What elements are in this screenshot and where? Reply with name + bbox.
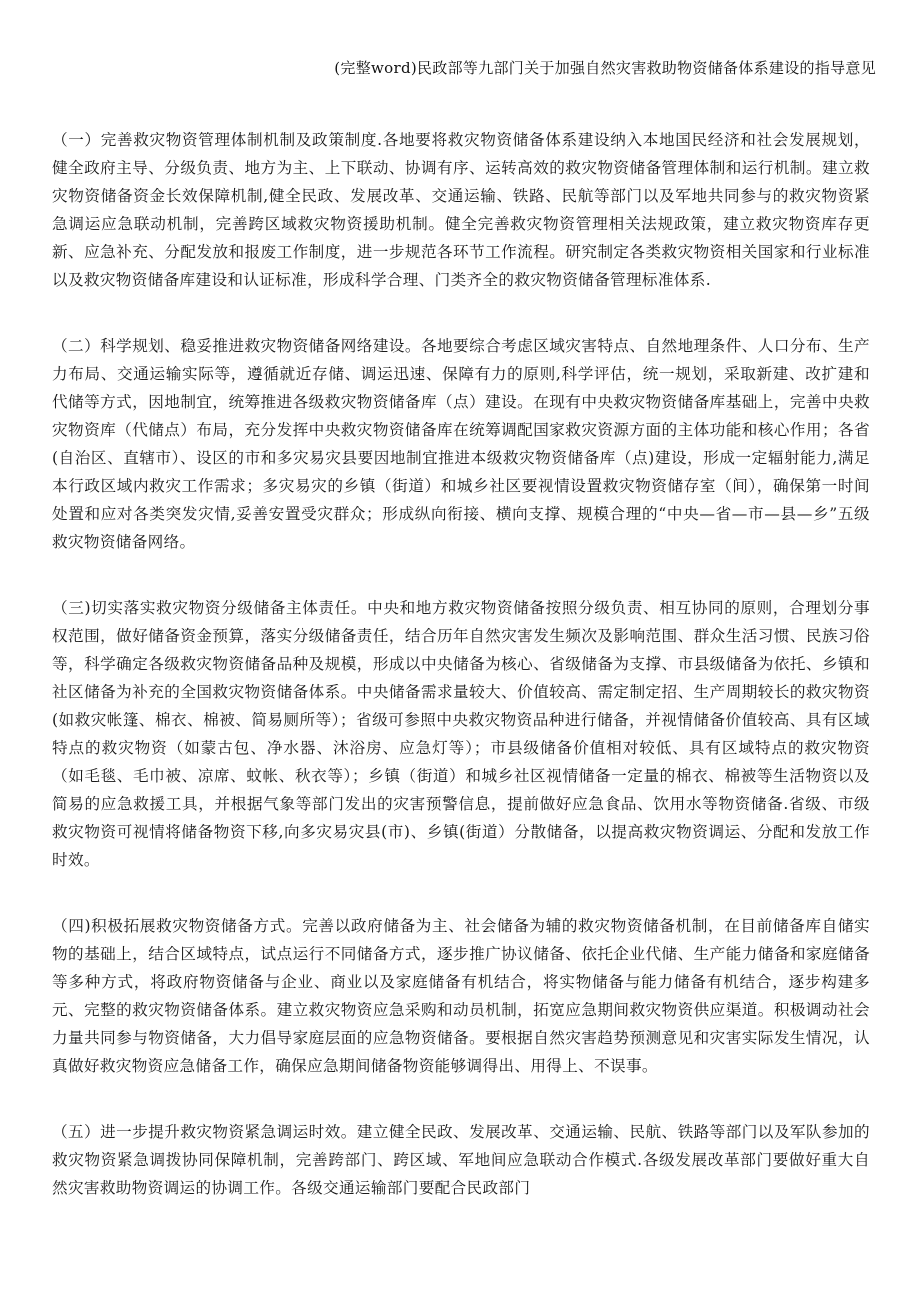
document-header-title: (完整word)民政部等九部门关于加强自然灾害救助物资储备体系建设的指导意见 [334,59,876,77]
section-paragraph-1: （一）完善救灾物资管理体制机制及政策制度.各地要将救灾物资储备体系建设纳入本地国民经济和社会发展规划，健全政府主导、分级负责、地方为主、上下联动、协调有序、运转高效的救灾物资储备管理体制和运行机制。建立救灾物资储备资金长效保障机制,健全民政、发展改革、交通运输、铁路、民航等部门以及军地共同参与的救灾物资紧急调运应急联动机制，完善跨区域救灾物资援助机制。健全完善救灾物资管理相关法规政策，建立救灾物资库存更新、应急补充、分配发放和报废工作制度，进一步规范各环节工作流程。研究制定各类救灾物资相关国家和行业标准以及救灾物资储备库建设和认证标准，形成科学合理、门类齐全的救灾物资储备管理标准体系. [52,131,870,289]
document-body [52,126,870,1240]
section-paragraph-2: （二）科学规划、稳妥推进救灾物资储备网络建设。各地要综合考虑区域灾害特点、自然地理条件、人口分布、生产力布局、交通运输实际等，遵循就近存储、调运迅速、保障有力的原则,科学评估，统一规划，采取新建、改扩建和代储等方式，因地制宜，统筹推进各级救灾物资储备库（点）建设。在现有中央救灾物资储备库基础上，完善中央救灾物资库（代储点）布局，充分发挥中央救灾物资储备库在统筹调配国家救灾资源方面的主体功能和核心作用；各省(自治区、直辖市）、设区的市和多灾易灾县要因地制宜推进本级救灾物资储备库（点)建设，形成一定辐射能力,满足本行政区域内救灾工作需求；多灾易灾的乡镇（街道）和城乡社区要视情设置救灾物资储存室（间），确保第一时间处置和应对各类突发灾情,妥善安置受灾群众；形成纵向衔接、横向支撑、规模合理的“中央—省—市—县—乡”五级救灾物资储备网络。 [52,337,870,551]
section-paragraph-5: （五）进一步提升救灾物资紧急调运时效。建立健全民政、发展改革、交通运输、民航、铁路等部门以及军队参加的救灾物资紧急调拨协同保障机制，完善跨部门、跨区域、军地间应急联动合作模式.各级发展改革部门要做好重大自然灾害救助物资调运的协调工作。各级交通运输部门要配合民政部门 [52,1123,870,1197]
section-paragraph-4: （四)积极拓展救灾物资储备方式。完善以政府储备为主、社会储备为辅的救灾物资储备机制，在目前储备库自储实物的基础上，结合区域特点，试点运行不同储备方式，逐步推广协议储备、依托企业代储、生产能力储备和家庭储备等多种方式，将政府物资储备与企业、商业以及家庭储备有机结合，将实物储备与能力储备有机结合，逐步构建多元、完整的救灾物资储备体系。建立救灾物资应急采购和动员机制，拓宽应急期间救灾物资供应渠道。积极调动社会力量共同参与物资储备，大力倡导家庭层面的应急物资储备。要根据自然灾害趋势预测意见和灾害实际发生情况，认真做好救灾物资应急储备工作，确保应急期间储备物资能够调得出、用得上、不误事。 [52,917,870,1075]
section-paragraph-3: （三)切实落实救灾物资分级储备主体责任。中央和地方救灾物资储备按照分级负责、相互协同的原则，合理划分事权范围，做好储备资金预算，落实分级储备责任，结合历年自然灾害发生频次及影响范围、群众生活习惯、民族习俗等，科学确定各级救灾物资储备品种及规模，形成以中央储备为核心、省级储备为支撑、市县级储备为依托、乡镇和社区储备为补充的全国救灾物资储备体系。中央储备需求量较大、价值较高、需定制定招、生产周期较长的救灾物资(如救灾帐篷、棉衣、棉被、简易厕所等）；省级可参照中央救灾物资品种进行储备，并视情储备价值较高、具有区域特点的救灾物资（如蒙古包、净水器、沐浴房、应急灯等）；市县级储备价值相对较低、具有区域特点的救灾物资（如毛毯、毛巾被、凉席、蚊帐、秋衣等）；乡镇（街道）和城乡社区视情储备一定量的棉衣、棉被等生活物资以及简易的应急救援工具，并根据气象等部门发出的灾害预警信息，提前做好应急食品、饮用水等物资储备.省级、市级救灾物资可视情将储备物资下移,向多灾易灾县(市)、乡镇(街道）分散储备，以提高救灾物资调运、分配和发放工作时效。 [52,599,870,869]
